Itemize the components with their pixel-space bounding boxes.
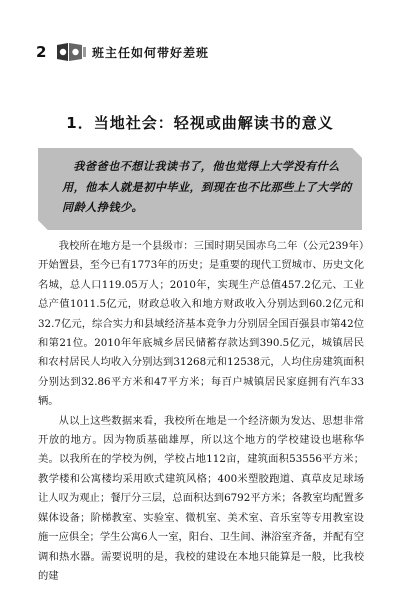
running-title: 班主任如何带好差班 bbox=[92, 45, 210, 60]
body-text bbox=[38, 237, 364, 586]
quote-text: 我爸爸也不想让我读书了，他也觉得上大学没有什么用，他本人就是初中毕业，到现在也不比那些上了大学的同龄人挣钱少。 bbox=[62, 160, 352, 214]
running-header bbox=[36, 40, 366, 64]
paragraph: 从以上这些数据来看，我校所在地是一个经济颇为发达、思想非常开放的地方。因为物质基础雄厚，所以这个地方的学校建设也堪称华美。以我所在的学校为例，学校占地112亩，建筑面积53556平方米；教学楼和公寓楼均采用欧式建筑风格；400米塑胶跑道、真草皮足球场让人叹为观止；餐厅分三层，总面积达到6792平方米；各教室均配置多媒体设备；阶梯教室、实验室、微机室、美术室、音乐室等专用教室设施一应俱全；学生公寓6人一室，阳台、卫生间、淋浴室齐备，并配有空调和热水器。需要说明的是，我校的建设在本地只能算是一般，比我校的建 bbox=[38, 414, 364, 582]
section-title: 1．当地社会：轻视或曲解读书的意义 bbox=[66, 114, 334, 132]
book-series-logo-icon bbox=[54, 41, 88, 63]
page-number: 2 bbox=[36, 43, 47, 61]
paragraph: 我校所在地方是一个县级市：三国时期吴国赤乌二年（公元239年）开始置县，至今已有1773年的历史；是重要的现代工贸城市、历史文化名城，总人口119.05万人；2010年，实现生产总值457.2亿元、工业总产值1011.5亿元，财政总收入和地方财政收入分别达到60.2亿元和32.7亿元，综合实力和县域经济基本竞争力分别居全国百强县市第42位和第21位。2010年年底城乡居民储蓄存款达到390.5亿元，城镇居民和农村居民人均收入分别达到31268元和12538元，人均住房建筑面积分别达到32.86平方米和47平方米；每百户城镇居民家庭拥有汽车33辆。 bbox=[38, 240, 364, 408]
